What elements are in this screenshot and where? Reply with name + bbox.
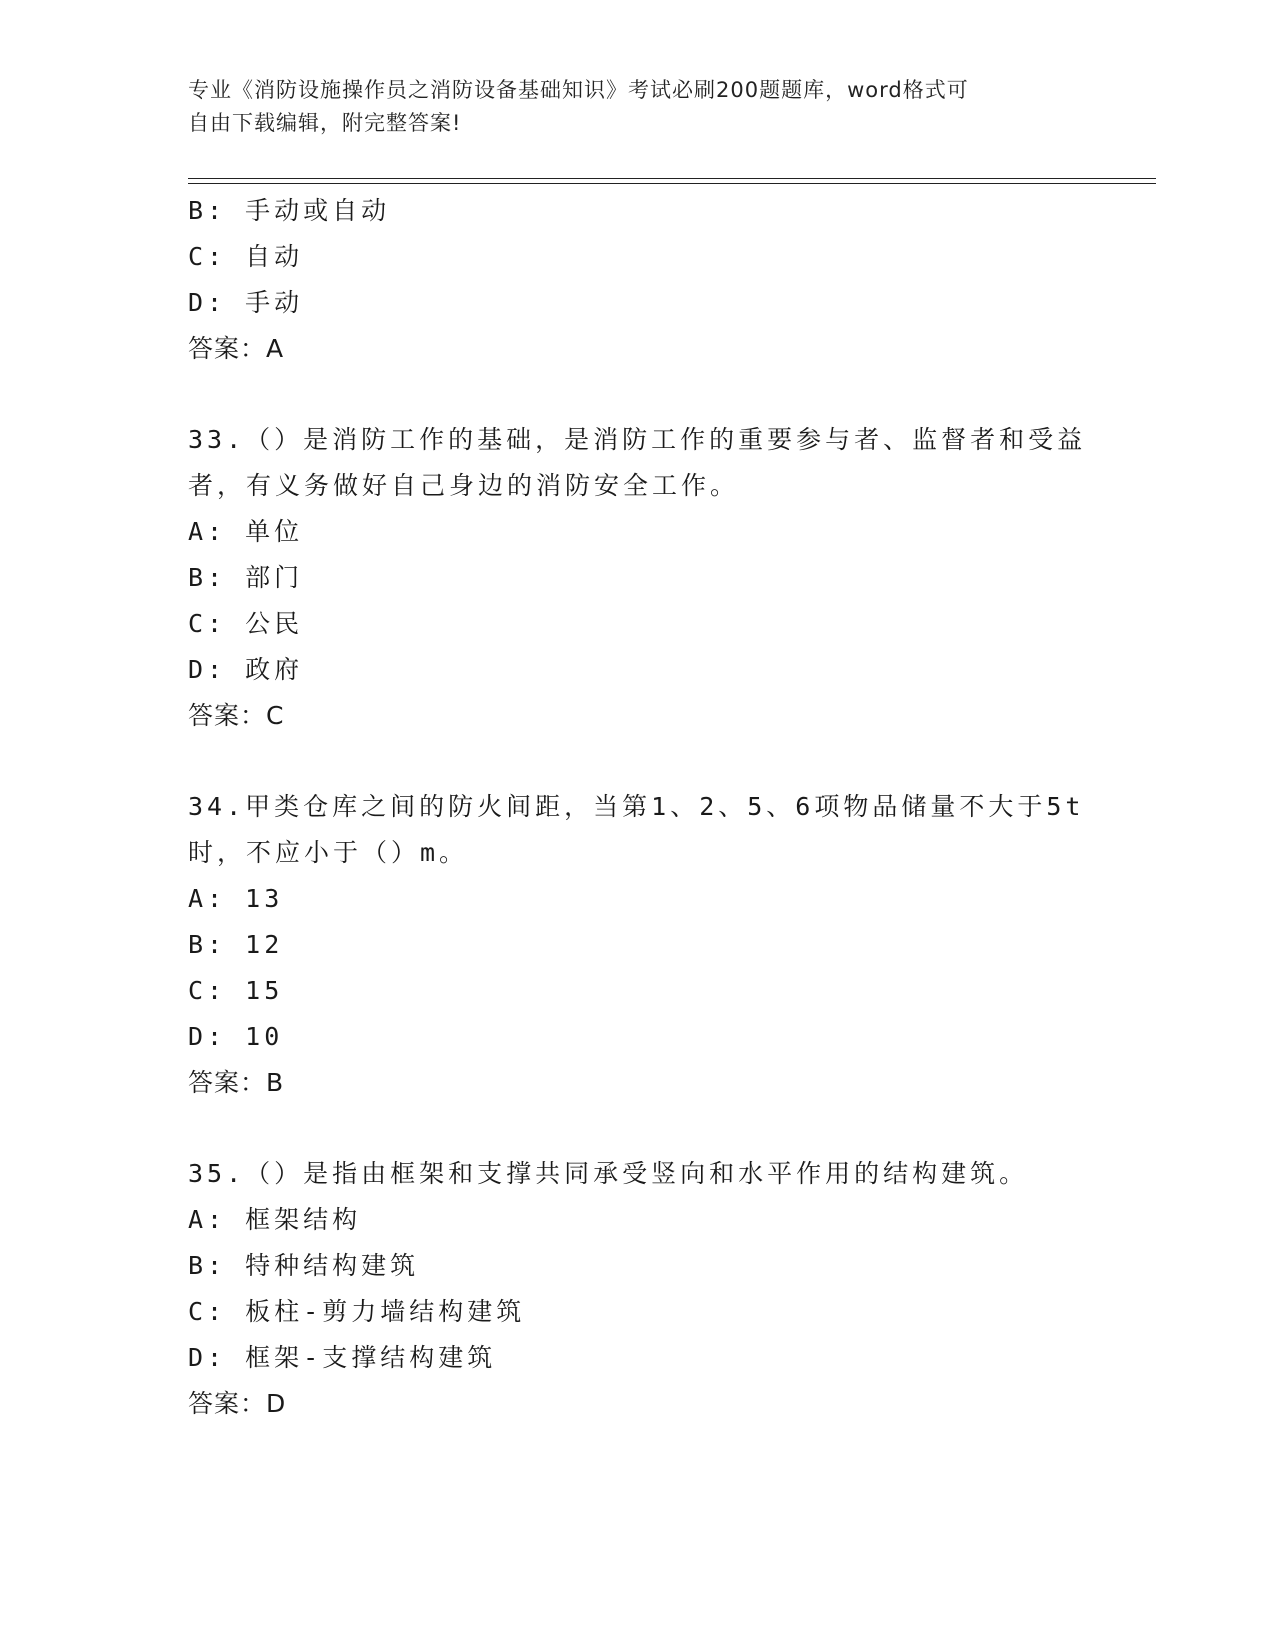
option-c: C: 公民 [188,609,304,638]
question-stem-line-1: 34.甲类仓库之间的防火间距，当第1、2、5、6项物品储量不大于5t [188,792,1085,821]
answer-line: 答案：C [188,701,285,730]
option-c: C: 板柱-剪力墙结构建筑 [188,1297,526,1326]
header-title-line-1: 专业《消防设施操作员之消防设备基础知识》考试必刷200题题库，word格式可 [188,78,969,102]
answer-line: 答案：D [188,1389,287,1418]
option-d: D: 10 [188,1022,284,1051]
question-spacer [188,739,1088,784]
question-list [188,188,1088,1427]
option-a: A: 框架结构 [188,1205,362,1234]
option-b: B: 手动或自动 [188,196,391,225]
header-title-line-2: 自由下载编辑，附完整答案! [188,111,462,135]
option-d: D: 手动 [188,288,304,317]
question-stem-line-2: 时，不应小于（）m。 [188,838,469,867]
option-b: B: 部门 [188,563,304,592]
header-divider-top [188,178,1156,179]
option-d: D: 政府 [188,655,304,684]
question-33 [188,417,1088,739]
answer-line: 答案：B [188,1068,285,1097]
option-c: C: 15 [188,976,284,1005]
question-spacer [188,1106,1088,1151]
document-header [188,74,1068,140]
question-35 [188,1151,1088,1427]
option-a: A: 单位 [188,517,304,546]
answer-line: 答案：A [188,334,285,363]
option-d: D: 框架-支撑结构建筑 [188,1343,497,1372]
question-spacer [188,372,1088,417]
question-stem-line-1: 33.（）是消防工作的基础，是消防工作的重要参与者、监督者和受益 [188,425,1087,454]
option-c: C: 自动 [188,242,304,271]
question-stem-line-2: 者，有义务做好自己身边的消防安全工作。 [188,471,740,500]
option-b: B: 特种结构建筑 [188,1251,420,1280]
question-34 [188,784,1088,1106]
header-divider-bottom [188,183,1156,184]
question-32-continued [188,188,1088,372]
option-a: A: 13 [188,884,284,913]
option-b: B: 12 [188,930,284,959]
question-stem-line-1: 35.（）是指由框架和支撑共同承受竖向和水平作用的结构建筑。 [188,1159,1029,1188]
